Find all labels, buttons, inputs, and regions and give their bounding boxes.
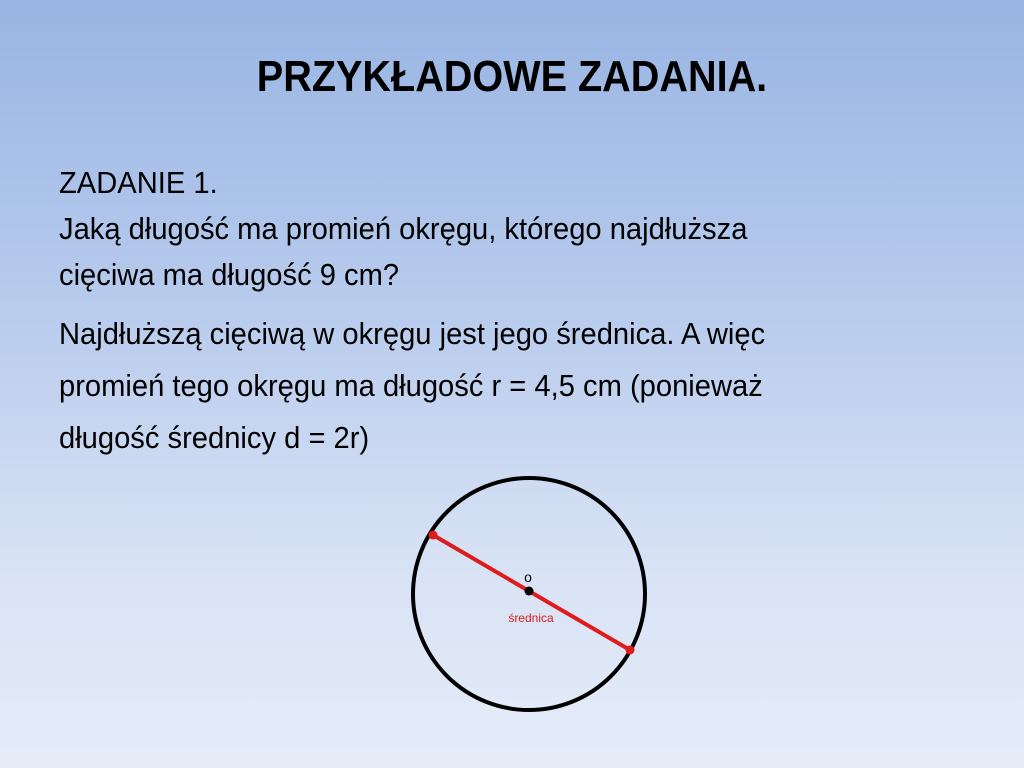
diameter-label: średnica — [508, 611, 554, 625]
answer-line-1: Najdłuższą cięciwą w okręgu jest jego średnica. A więc — [59, 316, 766, 351]
answer-line-3: długość średnicy d = 2r) — [59, 420, 370, 455]
circle-diagram — [405, 470, 655, 720]
task-label: ZADANIE 1. — [59, 165, 218, 200]
center-point — [525, 587, 534, 596]
diameter-endpoint-left — [429, 531, 438, 540]
slide-body — [59, 160, 905, 464]
center-label: o — [524, 569, 532, 585]
circle-figure — [405, 470, 655, 720]
question-line-2: cięciwa ma długość 9 cm? — [59, 257, 400, 292]
diameter-endpoint-right — [626, 646, 635, 655]
answer-line-2: promień tego okręgu ma długość r = 4,5 cm (ponieważ — [59, 368, 763, 403]
question-line-1: Jaką długość ma promień okręgu, którego najdłuższa — [59, 211, 748, 246]
slide-title: PRZYKŁADOWE ZADANIA. — [256, 52, 768, 101]
answer-text — [59, 308, 905, 464]
